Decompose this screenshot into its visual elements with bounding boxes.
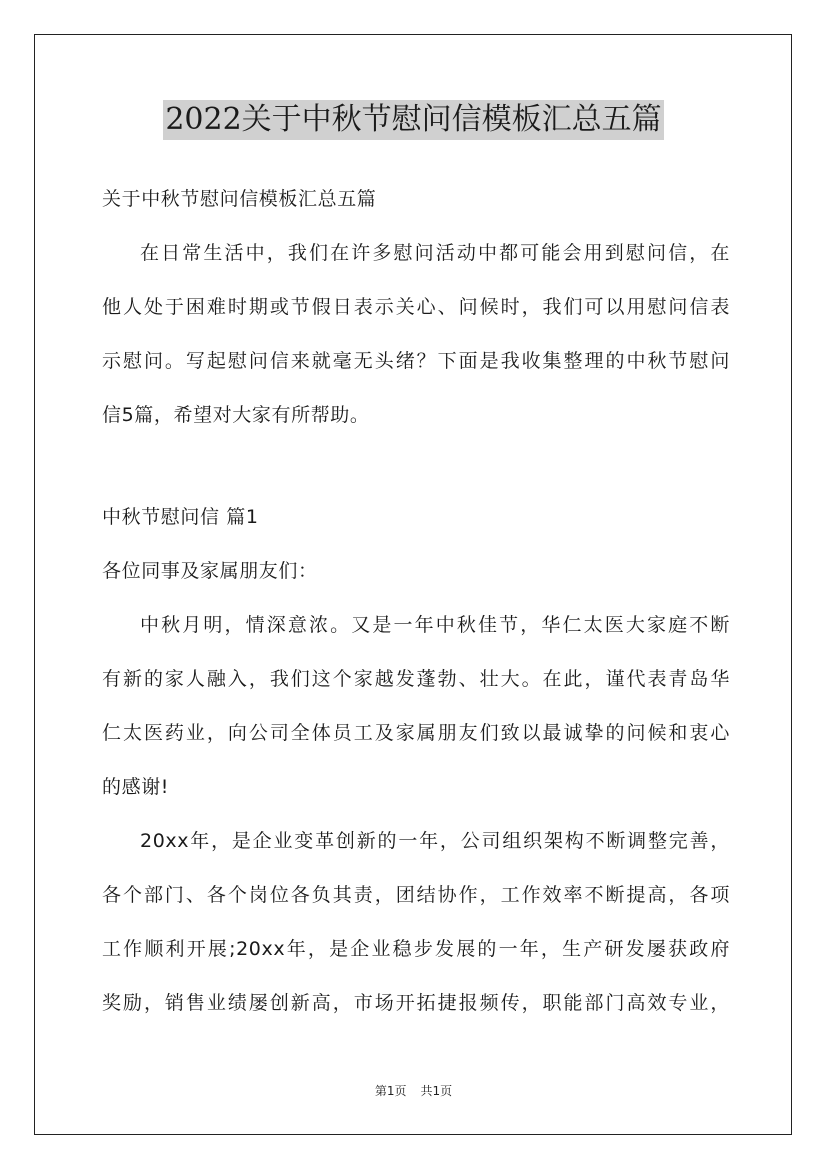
section-heading: 中秋节慰问信 篇1 [102,506,259,528]
page-number: 第1页 [374,1084,407,1098]
salutation: 各位同事及家属朋友们： [102,560,318,582]
paragraph-line: 仁太医药业，向公司全体员工及家属朋友们致以最诚挚的问候和衷心 [102,722,730,744]
paragraph-line: 工作顺利开展;20xx年，是企业稳步发展的一年，生产研发屡获政府 [102,938,730,960]
page-footer [0,1082,827,1099]
document-body [102,172,730,1030]
intro-paragraph [102,226,730,442]
paragraph-line: 奖励，销售业绩屡创新高，市场开拓捷报频传，职能部门高效专业， [102,992,730,1014]
body-paragraph-1 [102,598,730,814]
paragraph-line: 各个部门、各个岗位各负其责，团结协作，工作效率不断提高，各项 [102,884,730,906]
paragraph-line: 20xx年，是企业变革创新的一年，公司组织架构不断调整完善， [140,830,730,852]
page-total: 共1页 [420,1084,453,1098]
body-paragraph-2 [102,814,730,1030]
intro-line: 在日常生活中，我们在许多慰问活动中都可能会用到慰问信，在 [140,242,730,264]
intro-line: 他人处于困难时期或节假日表示关心、问候时，我们可以用慰问信表 [102,296,730,318]
paragraph-gap [102,442,730,490]
paragraph-line: 的感谢! [102,776,170,798]
intro-line: 信5篇，希望对大家有所帮助。 [102,404,370,426]
paragraph-line: 中秋月明，情深意浓。又是一年中秋佳节，华仁太医大家庭不断 [140,614,730,636]
document-title: 2022关于中秋节慰问信模板汇总五篇 [163,100,663,140]
title-wrap [0,100,827,140]
document-subtitle: 关于中秋节慰问信模板汇总五篇 [102,188,377,210]
intro-line: 示慰问。写起慰问信来就毫无头绪？下面是我收集整理的中秋节慰问 [102,350,730,372]
paragraph-line: 有新的家人融入，我们这个家越发蓬勃、壮大。在此，谨代表青岛华 [102,668,730,690]
